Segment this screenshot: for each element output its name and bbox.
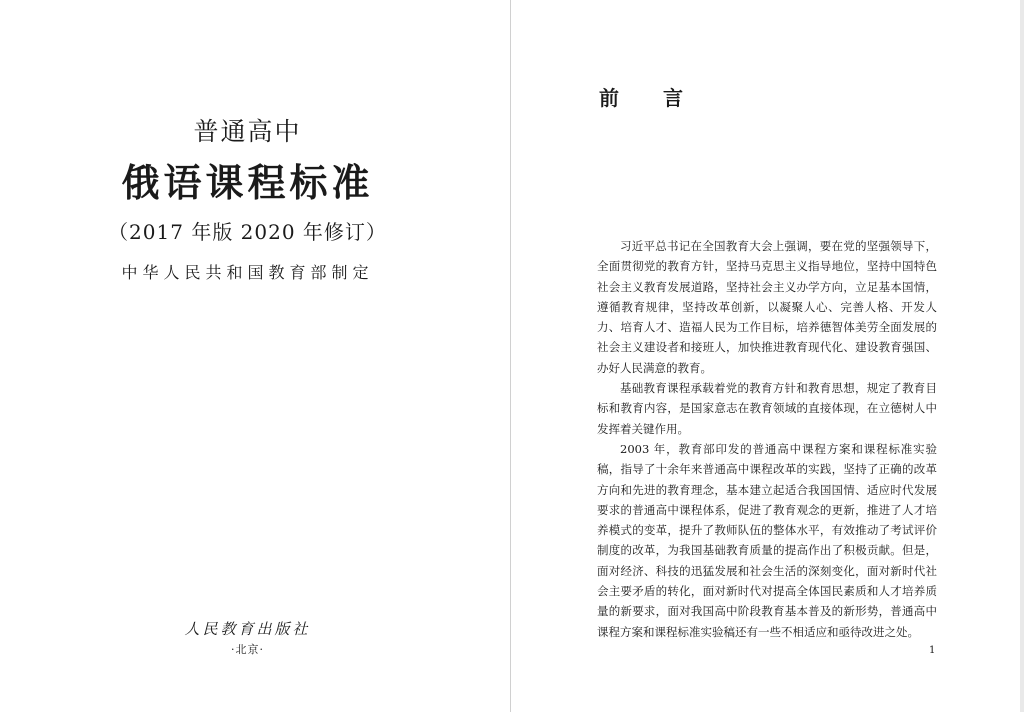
- book-title: 俄语课程标准: [121, 160, 374, 205]
- paragraph: 2003 年，教育部印发的普通高中课程方案和课程标准实验稿，指导了十余年来普通高中课程改革的实践，坚持了正确的改革方向和先进的教育理念，基本建立起适合我国国情、适应时代发展要求的普通高中课程体系，促进了教育观念的更新，推进了人才培养模式的变革，提升了教师队伍的整体水平，有效推动了考试评价制度的改革，为我国基础教育质量的提高作出了积极贡献。但是，面对经济、科技的迅猛发展和社会生活的深刻变化，面对新时代社会主要矛盾的转化，面对新时代对提高全体国民素质和人才培养质量的新要求，面对我国高中阶段教育基本普及的新形势，普通高中课程方案和课程标准实验稿还有一些不相适应和亟待改进之处。: [597, 441, 937, 639]
- paragraph: 习近平总书记在全国教育大会上强调，要在党的坚强领导下，全面贯彻党的教育方针，坚持马克思主义指导地位，坚持中国特色社会主义教育发展道路，坚持社会主义办学方向，立足基本国情，遵循教育规律，坚持改革创新，以凝聚人心、完善人格、开发人力、培育人才、造福人民为工作目标，培养德智体美劳全面发展的社会主义建设者和接班人，加快推进教育现代化、建设教育强国、办好人民满意的教育。: [597, 239, 937, 375]
- viewer-edge: [1020, 0, 1024, 712]
- preface-heading: 前 言: [599, 86, 695, 110]
- preface-body: [597, 236, 937, 642]
- preface-page: [511, 0, 1024, 712]
- publisher-logo: 人民教育出版社: [184, 620, 311, 638]
- edition-note: （2017 年版 2020 年修订）: [108, 220, 387, 244]
- series-name: 普通高中: [193, 117, 302, 146]
- publisher-city: ·北京·: [231, 643, 264, 656]
- paragraph: 基础教育课程承载着党的教育方针和教育思想，规定了教育目标和教育内容，是国家意志在教育领域的直接体现，在立德树人中发挥着关键作用。: [597, 381, 937, 436]
- issuer: 中华人民共和国教育部制定: [121, 263, 374, 282]
- title-page: [0, 0, 510, 712]
- page-number: 1: [929, 645, 936, 656]
